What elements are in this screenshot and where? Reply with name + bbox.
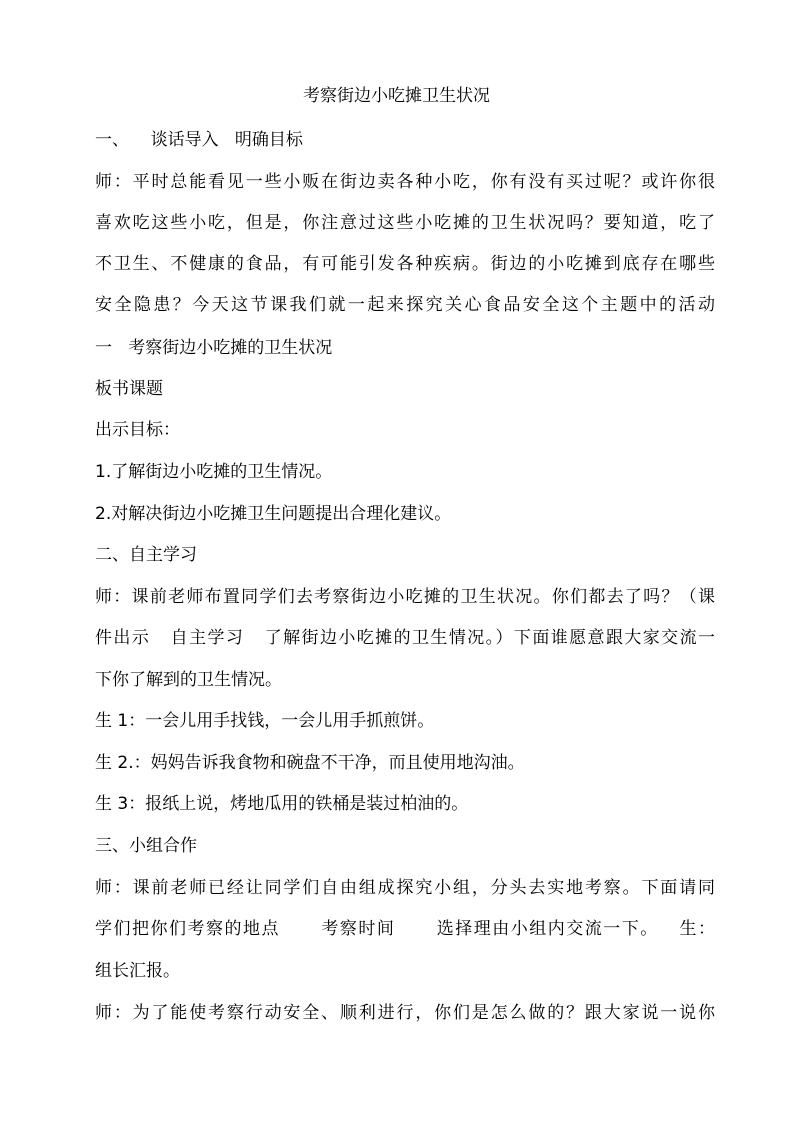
paragraph-line: 喜欢吃这些小吃，但是，你注意过这些小吃摊的卫生状况吗？要知道，吃了 xyxy=(95,213,715,233)
student-answer-1: 生 1：一会儿用手找钱，一会儿用手抓煎饼。 xyxy=(95,711,435,731)
section-heading-intro: 一、 谈话导入 明确目标 xyxy=(95,130,303,150)
paragraph-line: 安全隐患？今天这节课我们就一起来探究关心食品安全这个主题中的活动 xyxy=(95,295,715,315)
section-heading-group-work: 三、小组合作 xyxy=(95,836,197,856)
paragraph-line: 学们把你们考察的地点 考察时间 选择理由小组内交流一下。 生： xyxy=(95,919,715,939)
paragraph-line: 师：平时总能看见一些小贩在街边卖各种小吃，你有没有买过呢？或许你很 xyxy=(95,172,715,192)
objective-item-1: 1.了解街边小吃摊的卫生情况。 xyxy=(95,462,333,482)
student-answer-2: 生 2.：妈妈告诉我食物和碗盘不干净，而且使用地沟油。 xyxy=(95,753,525,773)
paragraph-line: 师：课前老师布置同学们去考察街边小吃摊的卫生状况。你们都去了吗？（课 xyxy=(95,587,715,607)
blackboard-title-note: 板书课题 xyxy=(95,379,163,399)
objective-item-2: 2.对解决街边小吃摊卫生问题提出合理化建议。 xyxy=(95,504,452,524)
paragraph-line: 件出示 自主学习 了解街边小吃摊的卫生情况。）下面谁愿意跟大家交流一 xyxy=(95,628,715,648)
student-answer-3: 生 3：报纸上说，烤地瓜用的铁桶是装过柏油的。 xyxy=(95,794,469,814)
paragraph-line: 组长汇报。 xyxy=(95,961,180,981)
paragraph-line: 师：为了能使考察行动安全、顺利进行，你们是怎么做的？跟大家说一说你 xyxy=(95,1003,715,1023)
paragraph-line: 师：课前老师已经让同学们自由组成探究小组，分头去实地考察。下面请同 xyxy=(95,878,715,898)
paragraph-line: 不卫生、不健康的食品，有可能引发各种疾病。街边的小吃摊到底存在哪些 xyxy=(95,254,715,274)
objectives-label: 出示目标： xyxy=(95,420,180,440)
activity-title: 一 考察街边小吃摊的卫生状况 xyxy=(95,338,333,358)
section-heading-self-study: 二、自主学习 xyxy=(95,545,197,565)
document-title: 考察街边小吃摊卫生状况 xyxy=(303,86,490,106)
paragraph-line: 下你了解到的卫生情况。 xyxy=(95,670,282,690)
